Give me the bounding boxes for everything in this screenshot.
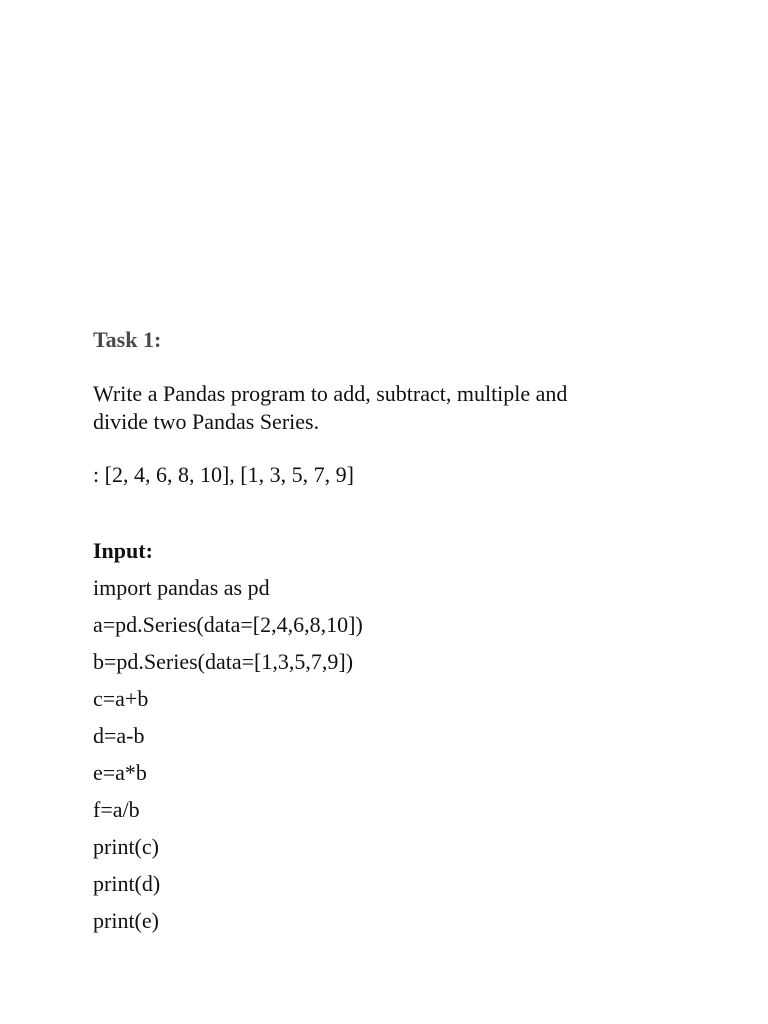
task-sample-data: : [2, 4, 6, 8, 10], [1, 3, 5, 7, 9] <box>93 462 354 487</box>
code-line: print(e) <box>93 908 159 933</box>
code-line: d=a-b <box>93 723 145 748</box>
code-line: print(c) <box>93 834 159 859</box>
task-title: Task 1: <box>93 327 162 352</box>
code-listing <box>93 573 363 943</box>
input-heading: Input: <box>93 538 153 563</box>
task-description-line: Write a Pandas program to add, subtract, multiple and <box>93 381 568 406</box>
task-description-line: divide two Pandas Series. <box>93 409 320 434</box>
code-line: e=a*b <box>93 760 147 785</box>
code-line: a=pd.Series(data=[2,4,6,8,10]) <box>93 612 363 637</box>
code-line: b=pd.Series(data=[1,3,5,7,9]) <box>93 649 354 674</box>
code-line: import pandas as pd <box>93 575 270 600</box>
code-line: print(d) <box>93 871 161 896</box>
task-description <box>93 380 693 436</box>
code-line: f=a/b <box>93 797 140 822</box>
code-line: c=a+b <box>93 686 149 711</box>
